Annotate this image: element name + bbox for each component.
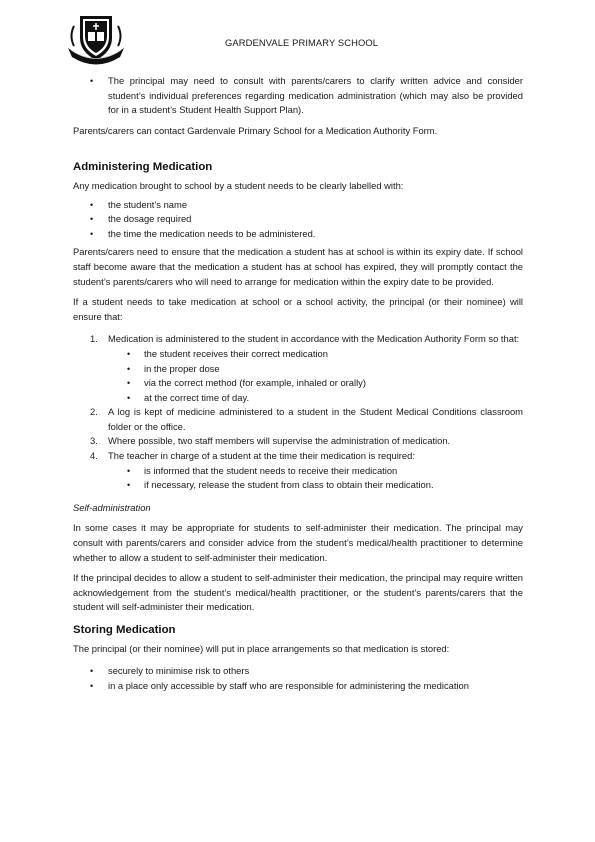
ensure-intro: If a student needs to take medication at school or a school activity, the principal (or their nominee) will ensure that: (73, 296, 523, 322)
storing-intro: The principal (or their nominee) will put in place arrangements so that medication is stored: (73, 642, 450, 654)
list-item: • The principal may need to consult with parents/carers to clarify written advice and consider student’s individual preferences regarding medication administration (which may also be provided for in a student’s Student Health Support Plan). (73, 74, 523, 118)
list-item: 1. Medication is administered to the student in accordance with the Medication Authority Form so that: (90, 333, 520, 345)
list-item: • if necessary, release the student from class to obtain their medication. (73, 478, 523, 493)
list-item: • securely to minimise risk to others (73, 664, 523, 679)
self-administration-subheading: Self-administration (73, 501, 151, 513)
contact-paragraph: Parents/carers can contact Gardenvale Primary School for a Medication Authority Form. (73, 124, 438, 136)
list-item: • in the proper dose (73, 362, 523, 377)
list-item: • in a place only accessible by staff who are responsible for administering the medication (73, 679, 523, 694)
section-heading-administering: Administering Medication (73, 161, 213, 174)
list-item: • via the correct method (for example, inhaled or orally) (73, 376, 523, 391)
self-admin-paragraph-1: In some cases it may be appropriate for students to self-administer their medication. The principal may consult with parents/carers and consider advice from the student’s medical/health practitioner to determine whether to allow a student to self-administer their medication. (73, 522, 523, 563)
list-item: 3. Where possible, two staff members will supervise the administration of medication. (90, 435, 451, 447)
document-body (73, 74, 523, 693)
storing-list (73, 664, 523, 693)
label-intro: Any medication brought to school by a student needs to be clearly labelled with: (73, 179, 404, 191)
list-item: • the student’s name (73, 198, 523, 213)
expiry-paragraph: Parents/carers need to ensure that the medication a student has at school is within its expiry date. If school staff become aware that the medication a student has at school has expired, they will promptly contact the student’s parents/carers who will need to arrange for medication within the expiry date to be provided. (73, 246, 523, 287)
list-item: • the student receives their correct medication (73, 347, 523, 362)
self-admin-paragraph-2: If the principal decides to allow a student to self-administer their medication, the principal may require written acknowledgement from the student’s medical/health practitioner, or the student’s parents/carers that the student will self-administer their medication. (73, 572, 523, 613)
school-name: GARDENVALE PRIMARY SCHOOL (225, 37, 379, 48)
list-item: • is informed that the student needs to receive their medication (73, 464, 523, 479)
steps-list (73, 332, 523, 493)
section-heading-storing: Storing Medication (73, 624, 176, 636)
list-item: • at the correct time of day. (73, 391, 523, 406)
list-item: • the time the medication needs to be administered. (73, 227, 523, 242)
list-item: • the dosage required (73, 212, 523, 227)
intro-list (73, 74, 523, 118)
list-item: 2. A log is kept of medicine administered to a student in the Student Medical Conditions classroom folder or the office. (90, 406, 523, 432)
list-item: 4. The teacher in charge of a student at the time their medication is required: (90, 450, 415, 462)
label-list (73, 198, 523, 242)
school-crest-icon (66, 12, 126, 66)
